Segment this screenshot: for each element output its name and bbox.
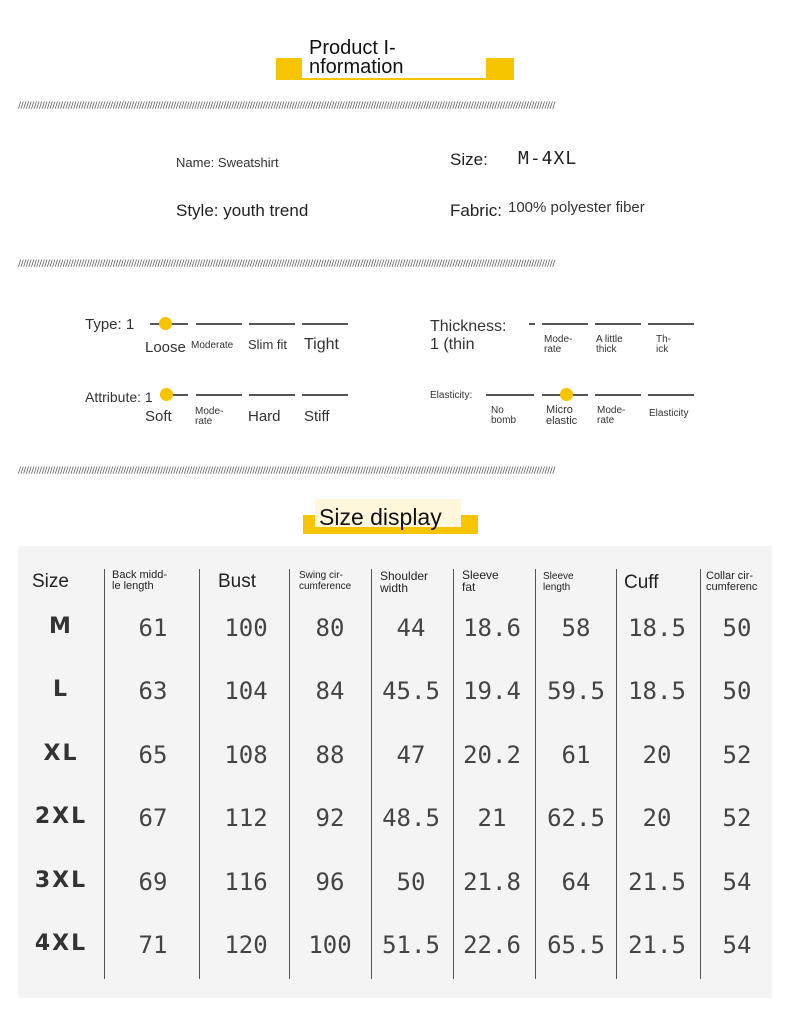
table-cell: 50 — [722, 614, 752, 642]
attribute-selected-marker — [160, 388, 173, 401]
table-cell: 20.2 — [463, 741, 521, 769]
scale-line — [249, 394, 295, 396]
column-divider — [104, 569, 105, 979]
scale-line — [648, 394, 694, 396]
table-cell: 47 — [396, 741, 426, 769]
table-cell: 84 — [315, 677, 345, 705]
column-header-bust: Bust — [218, 571, 257, 592]
table-cell: 88 — [315, 741, 345, 769]
thickness-option: Th- ick — [656, 334, 671, 355]
table-cell: 45.5 — [382, 677, 440, 705]
elasticity-option: Micro elastic — [546, 404, 578, 427]
table-cell: 71 — [138, 931, 168, 959]
table-cell: 65 — [138, 741, 168, 769]
table-cell: 67 — [138, 804, 168, 832]
table-cell: 64 — [561, 868, 591, 896]
column-header-sleeve-length: Sleeve length — [543, 571, 574, 593]
scale-line — [529, 323, 535, 325]
table-cell: 50 — [722, 677, 752, 705]
size-cell: 2XL — [34, 804, 88, 829]
divider-1: //////////////////////////////////////////////////////////////////////////////////////////////////////////////////////////////////////////////////////////////////////////////////////////////////////////// — [18, 101, 555, 111]
table-cell: 21.8 — [463, 868, 521, 896]
table-cell: 116 — [224, 868, 268, 896]
table-cell: 120 — [224, 931, 268, 959]
table-cell: 18.5 — [628, 677, 686, 705]
table-cell: 52 — [722, 804, 752, 832]
type-option: Loose — [145, 339, 186, 356]
type-option: Tight — [304, 336, 339, 353]
column-header-cuff: Cuff — [624, 572, 659, 593]
table-cell: 44 — [396, 614, 426, 642]
product-name: Name: Sweatshirt — [176, 155, 279, 170]
table-cell: 59.5 — [547, 677, 605, 705]
type-option: Slim fit — [248, 337, 287, 352]
attribute-option: Mode- rate — [195, 406, 224, 427]
table-cell: 22.6 — [463, 931, 521, 959]
attribute-option: Soft — [145, 408, 172, 425]
elasticity-option: No bomb — [491, 405, 517, 426]
table-cell: 20 — [642, 741, 672, 769]
table-cell: 18.5 — [628, 614, 686, 642]
size-cell: XL — [43, 741, 79, 766]
divider-3: //////////////////////////////////////////////////////////////////////////////////////////////////////////////////////////////////////////////////////////////////////////////////////////////////////////// — [18, 466, 555, 476]
elasticity-option: Mode- rate — [597, 405, 626, 426]
column-header-back-length: Back midd- le length — [112, 569, 168, 592]
type-label: Type: 1 — [85, 316, 135, 333]
table-cell: 21.5 — [628, 931, 686, 959]
elasticity-label: Elasticity: — [430, 390, 473, 401]
scale-line — [196, 394, 242, 396]
table-cell: 108 — [224, 741, 268, 769]
attribute-option: Stiff — [304, 408, 330, 425]
fabric-label: Fabric: — [450, 201, 502, 220]
scale-line — [595, 323, 641, 325]
table-cell: 54 — [722, 868, 752, 896]
table-cell: 62.5 — [547, 804, 605, 832]
column-header-sleeve-fat: Sleeve fat — [462, 568, 499, 594]
table-cell: 112 — [224, 804, 268, 832]
column-header-swing: Swing cir- cumference — [299, 570, 352, 592]
scale-line — [302, 394, 348, 396]
attribute-option: Hard — [248, 408, 281, 425]
table-cell: 96 — [315, 868, 345, 896]
type-option: Moderate — [191, 340, 234, 351]
elasticity-selected-marker — [560, 388, 573, 401]
scale-line — [302, 323, 348, 325]
scale-line — [648, 323, 694, 325]
table-cell: 61 — [138, 614, 168, 642]
table-cell: 21 — [477, 804, 507, 832]
thickness-label: Thickness: 1 (thin — [430, 318, 507, 353]
scale-line — [196, 323, 242, 325]
scale-line — [542, 323, 588, 325]
scale-line — [595, 394, 641, 396]
table-cell: 18.6 — [463, 614, 521, 642]
type-selected-marker — [159, 317, 172, 330]
size-cell: 3XL — [34, 868, 88, 893]
table-cell: 69 — [138, 868, 168, 896]
table-cell: 92 — [315, 804, 345, 832]
scale-line — [486, 394, 534, 396]
table-cell: 54 — [722, 931, 752, 959]
divider-2: //////////////////////////////////////////////////////////////////////////////////////////////////////////////////////////////////////////////////////////////////////////////////////////////////////////// — [18, 259, 555, 269]
size-label: Size: — [450, 150, 488, 169]
table-cell: 80 — [315, 614, 345, 642]
size-cell: M — [49, 614, 73, 639]
size-range: M-4XL — [518, 148, 578, 169]
table-cell: 65.5 — [547, 931, 605, 959]
attribute-label: Attribute: 1 — [85, 389, 153, 405]
thickness-option: A little thick — [596, 334, 623, 355]
table-cell: 20 — [642, 804, 672, 832]
table-cell: 19.4 — [463, 677, 521, 705]
column-header-collar: Collar cir- cumferenc — [706, 570, 758, 593]
table-cell: 63 — [138, 677, 168, 705]
table-cell: 51.5 — [382, 931, 440, 959]
size-cell: 4XL — [34, 931, 88, 956]
table-cell: 58 — [561, 614, 591, 642]
table-cell: 50 — [396, 868, 426, 896]
product-style: Style: youth trend — [176, 201, 309, 220]
size-cell: L — [52, 677, 70, 702]
thickness-option: Mode- rate — [544, 334, 573, 355]
fabric-value: 100% polyester fiber — [508, 199, 645, 216]
column-header-shoulder: Shoulder width — [380, 569, 429, 595]
elasticity-option: Elasticity — [649, 408, 689, 419]
table-cell: 100 — [224, 614, 268, 642]
table-cell: 21.5 — [628, 868, 686, 896]
page-title: Product I- nformation — [309, 37, 404, 78]
size-display-title: Size display — [319, 504, 442, 530]
table-cell: 61 — [561, 741, 591, 769]
column-divider — [199, 569, 200, 979]
table-cell: 52 — [722, 741, 752, 769]
table-cell: 100 — [308, 931, 352, 959]
table-cell: 104 — [224, 677, 268, 705]
column-header-size: Size — [32, 571, 69, 592]
scale-line — [249, 323, 295, 325]
table-cell: 48.5 — [382, 804, 440, 832]
